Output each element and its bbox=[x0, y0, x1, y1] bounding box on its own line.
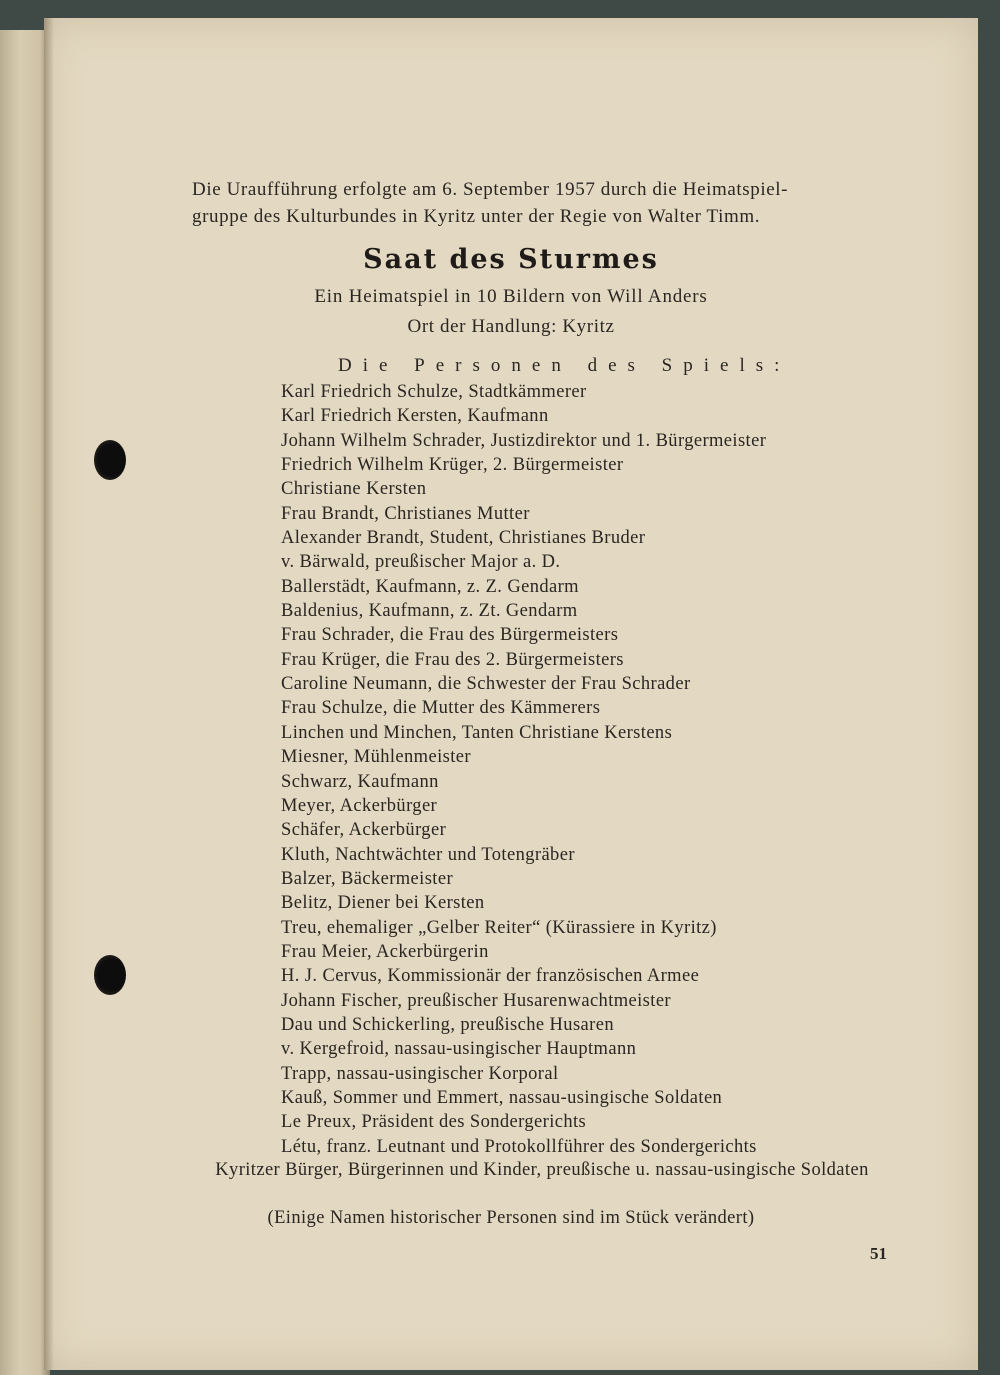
cast-entry: v. Kergefroid, nassau-usingischer Hauptmann bbox=[281, 1039, 637, 1060]
cast-entry: Frau Meier, Ackerbürgerin bbox=[281, 941, 489, 962]
cast-entry: Schäfer, Ackerbürger bbox=[281, 820, 447, 841]
cast-entry: Caroline Neumann, die Schwester der Frau Schrader bbox=[281, 674, 691, 695]
cast-entry: Létu, franz. Leutnant und Protokollführer des Sondergerichts bbox=[281, 1136, 757, 1157]
cast-entry: Belitz, Diener bei Kersten bbox=[281, 893, 485, 914]
cast-entry: Linchen und Minchen, Tanten Christiane Kerstens bbox=[281, 722, 673, 743]
cast-entry: Frau Krüger, die Frau des 2. Bürgermeisters bbox=[281, 649, 624, 670]
cast-entry: Karl Friedrich Schulze, Stadtkämmerer bbox=[281, 382, 587, 402]
punch-hole bbox=[94, 955, 126, 995]
play-subtitle: Ein Heimatspiel in 10 Bildern von Will Anders bbox=[314, 286, 708, 307]
page-gutter-shadow bbox=[44, 18, 54, 1370]
cast-entry: Schwarz, Kaufmann bbox=[281, 771, 439, 792]
punch-hole bbox=[94, 440, 126, 480]
cast-entry: Kluth, Nachtwächter und Totengräber bbox=[281, 844, 575, 865]
cast-entry: Balzer, Bäckermeister bbox=[281, 868, 454, 889]
cast-entry: v. Bärwald, preußischer Major a. D. bbox=[281, 552, 561, 573]
cast-entry: Meyer, Ackerbürger bbox=[281, 795, 438, 816]
cast-entry: Dau und Schickerling, preußische Husaren bbox=[281, 1014, 614, 1035]
play-title: Saat des Sturmes bbox=[363, 244, 659, 275]
page-number: 51 bbox=[870, 1244, 887, 1263]
cast-entry: H. J. Cervus, Kommissionär der französischen Armee bbox=[281, 966, 700, 987]
cast-entry: Le Preux, Präsident des Sondergerichts bbox=[281, 1112, 587, 1133]
cast-entry: Johann Wilhelm Schrader, Justizdirektor und 1. Bürgermeister bbox=[281, 430, 767, 451]
premiere-note bbox=[192, 176, 902, 230]
extras-entry: Kyritzer Bürger, Bürgerinnen und Kinder, preußische u. nassau-usingische Soldaten bbox=[215, 1160, 869, 1180]
cast-entry: Christiane Kersten bbox=[281, 479, 427, 500]
historical-names-note: (Einige Namen historischer Personen sind im Stück verändert) bbox=[267, 1208, 755, 1228]
cast-entry: Frau Schulze, die Mutter des Kämmerers bbox=[281, 698, 601, 719]
cast-entry: Johann Fischer, preußischer Husarenwachtmeister bbox=[281, 990, 671, 1011]
play-setting: Ort der Handlung: Kyritz bbox=[407, 316, 615, 337]
cast-entry: Kauß, Sommer und Emmert, nassau-usingische Soldaten bbox=[281, 1087, 723, 1108]
book-page bbox=[44, 18, 978, 1370]
cast-entry: Ballerstädt, Kaufmann, z. Z. Gendarm bbox=[281, 576, 579, 597]
cast-entry: Baldenius, Kaufmann, z. Zt. Gendarm bbox=[281, 601, 578, 622]
cast-entry: Frau Brandt, Christianes Mutter bbox=[281, 503, 530, 524]
premiere-note-line: Die Uraufführung erfolgte am 6. September 1957 durch die Heimatspiel- bbox=[192, 179, 789, 200]
previous-page-edge bbox=[0, 30, 50, 1375]
cast-entry: Alexander Brandt, Student, Christianes Bruder bbox=[281, 528, 646, 549]
cast-entry: Treu, ehemaliger „Gelber Reiter“ (Kürassiere in Kyritz) bbox=[281, 917, 717, 938]
cast-entry: Karl Friedrich Kersten, Kaufmann bbox=[281, 406, 549, 427]
cast-entry: Friedrich Wilhelm Krüger, 2. Bürgermeister bbox=[281, 455, 624, 476]
cast-entry: Trapp, nassau-usingischer Korporal bbox=[281, 1063, 559, 1084]
cast-entry: Frau Schrader, die Frau des Bürgermeisters bbox=[281, 625, 619, 646]
cast-entry: Miesner, Mühlenmeister bbox=[281, 747, 471, 768]
cast-list bbox=[281, 380, 921, 1159]
premiere-note-line: gruppe des Kulturbundes in Kyritz unter der Regie von Walter Timm. bbox=[192, 206, 761, 227]
cast-heading: Die Personen des Spiels: bbox=[338, 355, 791, 376]
